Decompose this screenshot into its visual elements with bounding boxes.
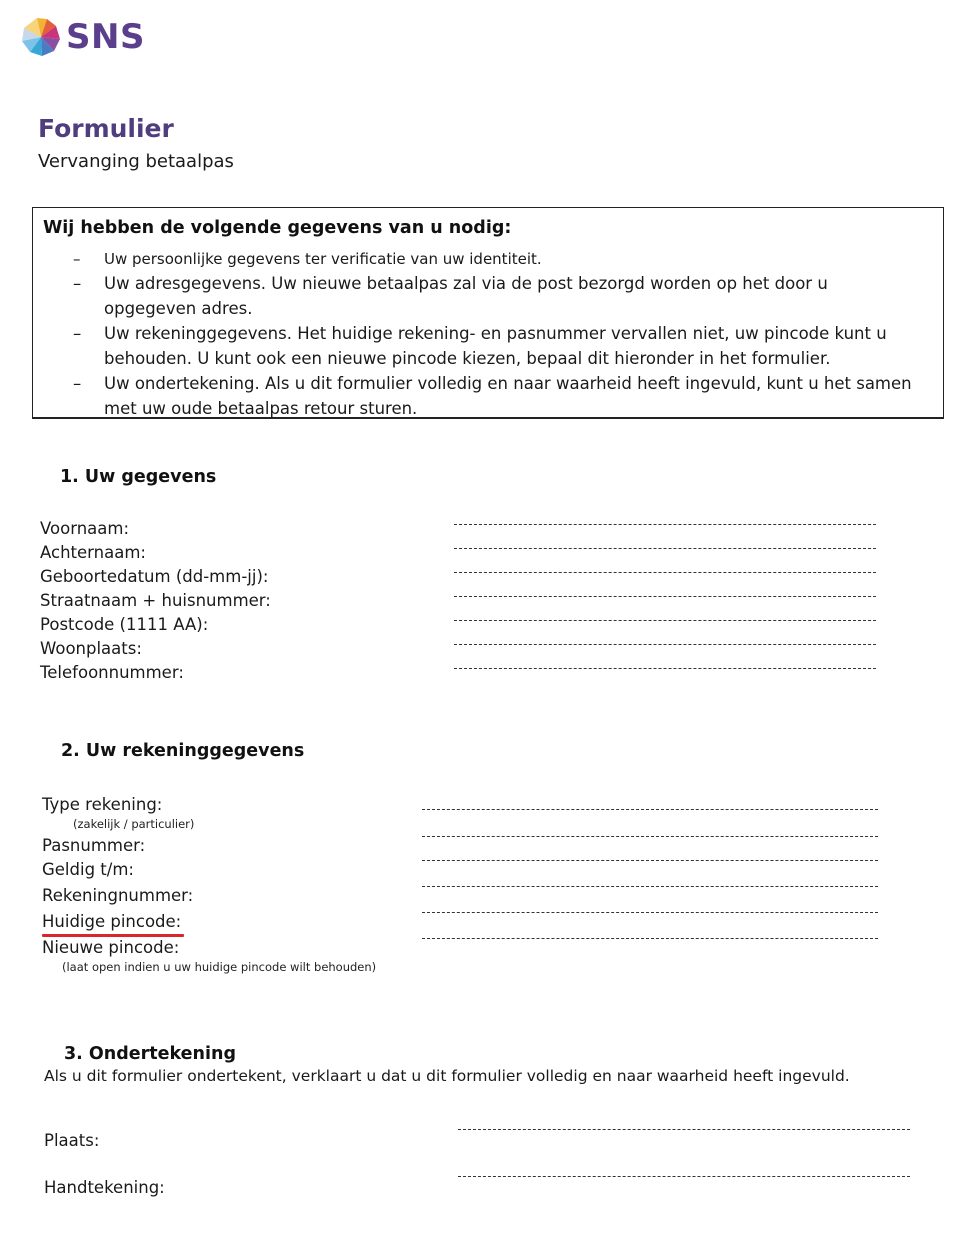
field-label: Pasnummer: [42, 836, 146, 855]
field-nieuwe-pincode [42, 938, 882, 962]
field-telefoonnummer [40, 663, 880, 687]
field-type-rekening [42, 795, 882, 819]
signature-intro: Als u dit formulier ondertekent, verklaart u dat u dit formulier volledig en naar waarheid heeft ingevuld. [44, 1067, 850, 1085]
field-label: Geldig t/m: [42, 860, 134, 879]
highlight-underline [42, 934, 184, 937]
page-subtitle: Vervanging betaalpas [38, 151, 234, 172]
logo-text: SNS [66, 17, 145, 57]
field-label: Type rekening: [42, 795, 163, 814]
field-label: Telefoonnummer: [40, 663, 184, 682]
field-label: Plaats: [44, 1131, 100, 1150]
pasnummer-input-line[interactable] [422, 836, 878, 837]
field-huidige-pincode [42, 912, 882, 936]
plaats-input-line[interactable] [458, 1129, 910, 1130]
field-label: Huidige pincode: [42, 912, 182, 931]
info-box [32, 207, 944, 419]
field-handtekening [44, 1178, 914, 1202]
woonplaats-input-line[interactable] [454, 644, 876, 645]
field-label: Voornaam: [40, 519, 130, 538]
postcode-input-line[interactable] [454, 620, 876, 621]
field-label: Woonplaats: [40, 639, 142, 658]
huidige-pincode-input-line[interactable] [422, 912, 878, 913]
field-geboortedatum [40, 567, 880, 591]
telefoonnummer-input-line[interactable] [454, 668, 876, 669]
info-item: – Uw persoonlijke gegevens ter verificatie van uw identiteit. [73, 250, 542, 268]
sns-pinwheel-icon [20, 16, 62, 58]
rekeningnummer-input-line[interactable] [422, 886, 878, 887]
geldig-input-line[interactable] [422, 860, 878, 861]
field-label: Postcode (1111 AA): [40, 615, 209, 634]
field-label: Achternaam: [40, 543, 146, 562]
field-plaats [44, 1131, 914, 1155]
info-item: – Uw ondertekening. Als u dit formulier volledig en naar waarheid heeft ingevuld, kunt u het samen met uw oude betaalpas retour sturen. [73, 374, 912, 418]
nieuwe-pincode-input-line[interactable] [422, 938, 878, 939]
field-woonplaats [40, 639, 880, 663]
field-rekeningnummer [42, 886, 882, 910]
field-postcode [40, 615, 880, 639]
handtekening-input-line[interactable] [458, 1176, 910, 1177]
info-item: – Uw rekeninggegevens. Het huidige rekening- en pasnummer vervallen niet, uw pincode kunt u behouden. U kunt ook een nieuwe pincode kiezen, bepaal dit hieronder in het formulier. [73, 324, 887, 368]
page-title: Formulier [38, 114, 174, 143]
field-label: Straatnaam + huisnummer: [40, 591, 271, 610]
sns-logo [20, 16, 145, 58]
geboortedatum-input-line[interactable] [454, 572, 876, 573]
info-heading: Wij hebben de volgende gegevens van u nodig: [43, 218, 512, 238]
field-achternaam [40, 543, 880, 567]
type-rekening-note: (zakelijk / particulier) [73, 817, 195, 831]
straatnaam-input-line[interactable] [454, 596, 876, 597]
type-rekening-input-line[interactable] [422, 809, 878, 810]
field-label: Nieuwe pincode: [42, 938, 180, 957]
nieuwe-pincode-note: (laat open indien u uw huidige pincode wilt behouden) [62, 960, 377, 974]
voornaam-input-line[interactable] [454, 524, 876, 525]
section-title-ondertekening: 3. Ondertekening [64, 1044, 236, 1064]
section-title-rekeninggegevens: 2. Uw rekeninggegevens [61, 741, 305, 761]
field-label: Geboortedatum (dd-mm-jj): [40, 567, 269, 586]
section-title-gegevens: 1. Uw gegevens [60, 467, 217, 487]
field-straatnaam [40, 591, 880, 615]
achternaam-input-line[interactable] [454, 548, 876, 549]
field-label: Rekeningnummer: [42, 886, 194, 905]
field-pasnummer [42, 836, 882, 860]
field-geldig [42, 860, 882, 884]
field-label: Handtekening: [44, 1178, 165, 1197]
info-item: – Uw adresgegevens. Uw nieuwe betaalpas zal via de post bezorgd worden op het door u opgegeven adres. [73, 274, 828, 318]
info-list [33, 248, 943, 421]
field-voornaam [40, 519, 880, 543]
